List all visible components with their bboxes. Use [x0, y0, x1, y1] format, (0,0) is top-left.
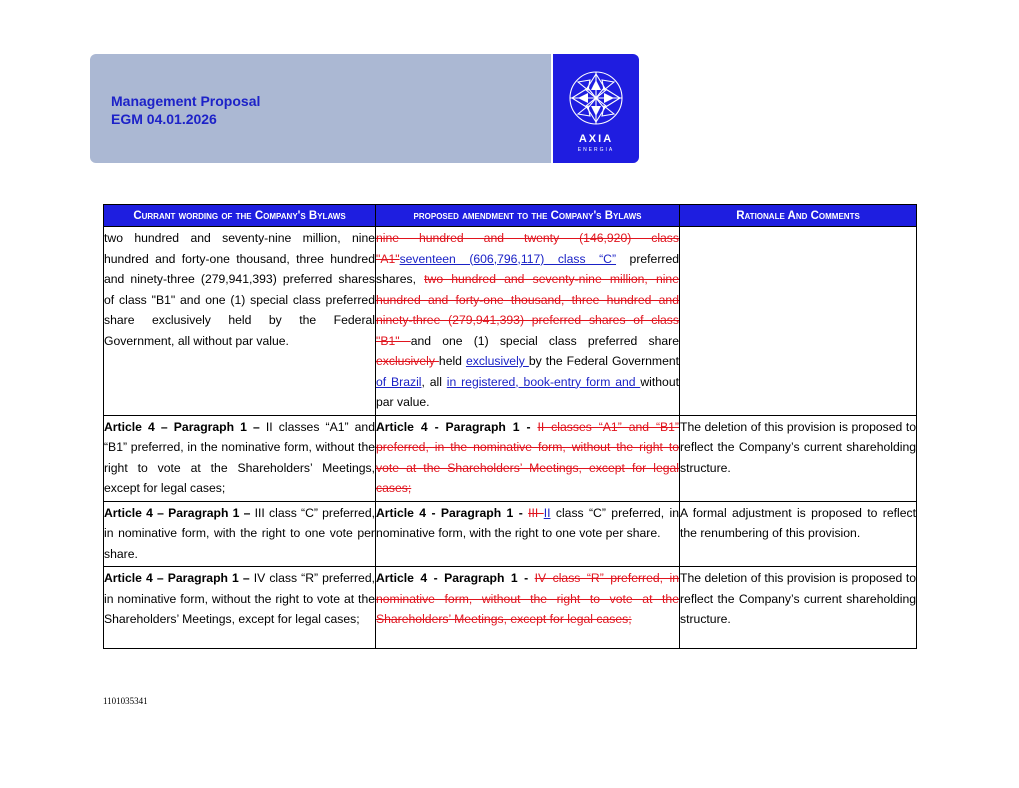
column-header-proposed-amendment: proposed amendment to the Company's Bylaws	[376, 205, 680, 227]
table-header-row	[104, 205, 917, 227]
table-row	[104, 567, 917, 649]
current-wording-cell	[104, 415, 376, 501]
inserted-text: of Brazil	[376, 374, 422, 389]
article-reference: Article 4 – Paragraph 1 –	[104, 571, 254, 585]
unchanged-text: by the Federal Government	[528, 354, 680, 368]
document-code: 1101035341	[103, 696, 148, 706]
deleted-text: exclusively	[376, 354, 439, 368]
inserted-text: II	[543, 505, 551, 520]
rationale-cell	[680, 501, 917, 567]
company-logo	[553, 54, 639, 163]
bylaws-amendment-table	[103, 204, 917, 649]
rationale-cell	[680, 227, 917, 416]
proposed-amendment-cell	[376, 501, 680, 567]
logo-subtitle: ENERGIA	[577, 147, 615, 153]
rationale-cell	[680, 415, 917, 501]
current-wording-text: two hundred and seventy-nine million, nine hundred and forty-one thousand, three hundred and ninety-three (279,941,393) preferred shares of class "B1" and one (1) special class preferred share exclusively held by the Federal Government, all without par value.	[104, 231, 375, 348]
table-row	[104, 227, 917, 416]
proposed-amendment-cell	[376, 227, 680, 416]
article-reference: Article 4 - Paragraph 1 -	[376, 419, 538, 434]
deleted-text: IV class “R” preferred, in nominative form, without the right to vote at the Shareholders’ Meetings, except for legal cases;	[376, 571, 679, 626]
article-reference: Article 4 - Paragraph 1 -	[376, 571, 535, 585]
deleted-text: two hundred and seventy-nine million, nine hundred and forty-one thousand, three hundred and ninety-three (279,941,393) preferred shares of class "B1"	[376, 272, 679, 348]
provision-text: IV class “R” preferred, in nominative form, without the right to vote at the Shareholders’ Meetings, except for legal cases;	[104, 571, 375, 626]
deleted-text: III	[528, 505, 544, 520]
current-wording-text	[104, 502, 375, 567]
current-wording-text	[104, 416, 375, 501]
inserted-text: seventeen (606,796,117) class “C”	[399, 251, 617, 266]
current-wording-text	[104, 567, 375, 632]
rationale-text	[680, 227, 916, 230]
proposed-amendment-text	[376, 227, 679, 415]
title-line-2: EGM 04.01.2026	[111, 111, 217, 127]
unchanged-text: , all	[421, 374, 447, 389]
provision-text: class “C” preferred, in nominative form, with the right to one vote per share.	[376, 505, 679, 540]
provision-text: II classes “A1” and “B1” preferred, in the nominative form, without the right to vote at the Shareholders’ Meetings, except for legal cases;	[104, 419, 375, 495]
provision-text: III class “C” preferred, in nominative form, with the right to one vote per share.	[104, 505, 375, 561]
deleted-text: II classes “A1” and “B1” preferred, in the nominative form, without the right to vote at the Shareholders’ Meetings, except for legal cases;	[376, 419, 679, 495]
unchanged-text: and one (1) special class preferred share	[410, 333, 679, 348]
column-header-current-wording: Currant wording of the Company's Bylaws	[104, 205, 376, 227]
globe-logo-icon	[566, 68, 626, 128]
proposed-amendment-text	[376, 567, 679, 632]
proposed-amendment-cell	[376, 415, 680, 501]
proposed-amendment-text	[376, 502, 679, 546]
rationale-text: The deletion of this provision is proposed to reflect the Company’s current shareholding structure.	[680, 419, 916, 475]
current-wording-cell	[104, 501, 376, 567]
unchanged-text: preferred shares,	[376, 251, 679, 286]
page-title	[111, 92, 260, 128]
header-band	[90, 54, 551, 163]
article-reference: Article 4 – Paragraph 1 –	[104, 419, 266, 434]
inserted-text: exclusively	[465, 354, 529, 368]
proposed-amendment-cell	[376, 567, 680, 649]
table-row	[104, 415, 917, 501]
rationale-cell	[680, 567, 917, 649]
deleted-text: nine hundred and twenty (146,920) class "A1"	[376, 231, 679, 266]
current-wording-cell	[104, 567, 376, 649]
article-reference: Article 4 - Paragraph 1 -	[376, 505, 529, 520]
rationale-text: A formal adjustment is proposed to reflect the renumbering of this provision.	[680, 505, 916, 540]
unchanged-text: held	[438, 354, 466, 368]
table-row	[104, 501, 917, 567]
rationale-text: The deletion of this provision is proposed to reflect the Company’s current shareholding structure.	[680, 571, 916, 626]
logo-name: AXIA	[578, 133, 614, 145]
proposed-amendment-text	[376, 416, 679, 501]
article-reference: Article 4 – Paragraph 1 –	[104, 505, 255, 520]
title-line-1: Management Proposal	[111, 93, 261, 109]
unchanged-text: without par value.	[376, 374, 679, 409]
inserted-text: in registered, book-entry form and	[446, 374, 641, 389]
current-wording-cell	[104, 227, 376, 416]
column-header-rationale: Rationale And Comments	[680, 205, 917, 227]
